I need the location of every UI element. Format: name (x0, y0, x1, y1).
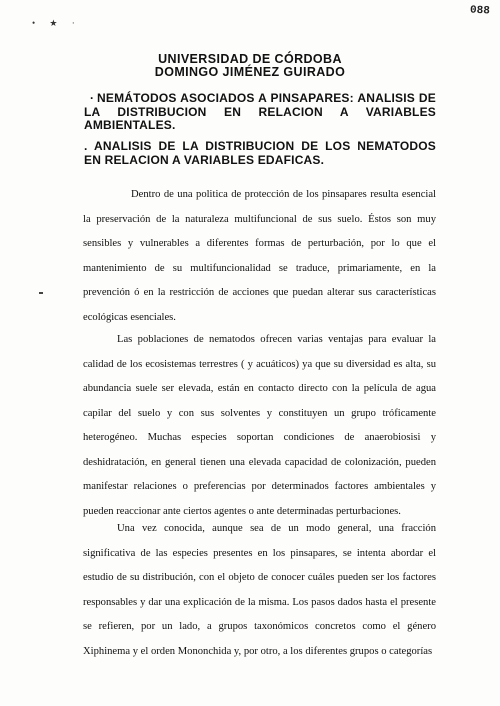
section-title-1-text: NEMÁTODOS ASOCIADOS A PINSAPARES: ANALISIS DE LA DISTRIBUCION EN RELACION A VARIABLES AMBIENTALES. (84, 91, 436, 132)
section-title-2-text: ANALISIS DE LA DISTRIBUCION DE LOS NEMATODOS EN RELACION A VARIABLES EDAFICAS. (84, 139, 436, 167)
paragraph-3: Una vez conocida, aunque sea de un modo general, una fracción significativa de las especies presentes en los pinsapares, se intenta abordar el estudio de su distribución, con el objeto de conocer cuáles pueden ser los factores responsables y dar una explicación de la misma. Los pasos dados hasta el presente se refieren, por un lado, a grupos taxonómicos concretos como el género Xiphinema y el orden Mononchida y, por otro, a los diferentes grupos o categorías (83, 523, 436, 657)
page-stamp: 088 (469, 4, 491, 18)
paragraph-1: Dentro de una politica de protección de los pinsapares resulta esencial la preservación de la naturaleza multifuncional de sus suelo. Éstos son muy sensibles y vulnerables a diferentes formas de perturbación, por lo que el mantenimiento de su multifuncionalidad se traduce, primariamente, en la prevención ó en la restricción de acciones que puedan alterar sus características ecológicas esenciales. (83, 189, 436, 323)
margin-mark (39, 292, 43, 294)
section-title-1 (84, 92, 436, 133)
section-title-2 (84, 140, 436, 167)
university-name: UNIVERSIDAD DE CÓRDOBA (158, 52, 342, 66)
paragraph-2: Las poblaciones de nematodos ofrecen varias ventajas para evaluar la calidad de los ecosistemas terrestres ( y acuáticos) ya que su diversidad es alta, su abundancia suele ser elevada, están en contacto directo con la película de agua capilar del suelo y con sus solventes y constituyen un grupo tróficamente heterogéneo. Muchas especies soportan condiciones de anaerobiosisi y deshidratación, en general tienen una elevada capacidad de colonización, pueden manifestar relaciones o preferencias por determinados factores ambientales y pueden reaccionar ante ciertos agentes o ante determinadas perturbaciones. (83, 334, 436, 517)
title-bullet: · (90, 91, 95, 105)
title-bullet: . (84, 139, 88, 153)
author-name: DOMINGO JIMÉNEZ GUIRADO (154, 65, 346, 79)
document-header (0, 53, 500, 79)
scan-specks: • ★ · (32, 18, 81, 28)
